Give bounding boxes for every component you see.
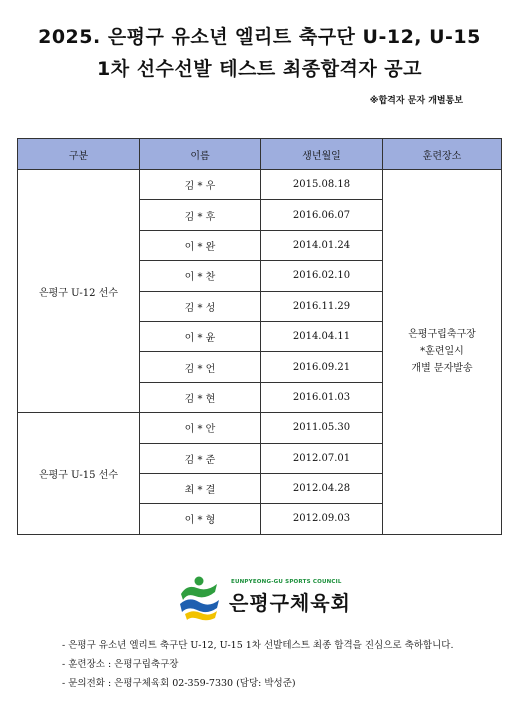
header-category: 구분 [18, 139, 140, 170]
venue-line: *훈련일시 [420, 346, 464, 358]
venue-line: 개별 문자발송 [411, 363, 473, 375]
player-name: 이 * 윤 [140, 321, 261, 351]
group-label-u15: 은평구 U-15 선수 [18, 413, 140, 535]
title-line-1: 2025. 은평구 유소년 엘리트 축구단 U-12, U-15 [38, 26, 481, 48]
footer-notes [62, 636, 453, 693]
footer-line: - 은평구 유소년 엘리트 축구단 U-12, U-15 1차 선발테스트 최종 합격을 진심으로 축하합니다. [62, 640, 454, 651]
player-name: 이 * 완 [140, 230, 261, 260]
player-birth: 2016.02.10 [261, 261, 383, 291]
logo-name: 은평구체육회 [229, 591, 351, 615]
player-name: 김 * 준 [140, 443, 261, 473]
header-name: 이름 [140, 139, 261, 170]
logo-subtitle: EUNPYEONG-GU SPORTS COUNCIL [231, 579, 342, 585]
player-birth: 2011.05.30 [261, 413, 383, 443]
title-line-2: 1차 선수선발 테스트 최종합격자 공고 [97, 58, 422, 80]
player-name: 김 * 후 [140, 200, 261, 230]
venue-line: 은평구립축구장 [408, 329, 476, 341]
result-table [17, 138, 502, 535]
table-row [18, 170, 502, 200]
player-birth: 2016.11.29 [261, 291, 383, 321]
player-birth: 2016.01.03 [261, 382, 383, 412]
player-name: 김 * 현 [140, 382, 261, 412]
header-venue: 훈련장소 [383, 139, 502, 170]
player-name: 김 * 성 [140, 291, 261, 321]
player-birth: 2015.08.18 [261, 170, 383, 200]
player-name: 김 * 언 [140, 352, 261, 382]
player-birth: 2014.01.24 [261, 230, 383, 260]
player-birth: 2012.07.01 [261, 443, 383, 473]
footer-line: - 문의전화 : 은평구체육회 02-359-7330 (담당: 박성준) [62, 678, 296, 689]
group-label-u12: 은평구 U-12 선수 [18, 170, 140, 413]
player-name: 김 * 우 [140, 170, 261, 200]
player-name: 이 * 찬 [140, 261, 261, 291]
venue-cell [383, 170, 502, 535]
notice-note: ※합격자 문자 개별통보 [369, 96, 463, 106]
player-birth: 2016.09.21 [261, 352, 383, 382]
player-birth: 2012.09.03 [261, 504, 383, 534]
footer-line: - 훈련장소 : 은평구립축구장 [62, 659, 179, 670]
player-name: 이 * 안 [140, 413, 261, 443]
player-name: 이 * 형 [140, 504, 261, 534]
player-birth: 2014.04.11 [261, 321, 383, 351]
header-birth: 생년월일 [261, 139, 383, 170]
player-birth: 2012.04.28 [261, 473, 383, 503]
player-birth: 2016.06.07 [261, 200, 383, 230]
player-name: 최 * 결 [140, 473, 261, 503]
table-header-row [18, 139, 502, 170]
